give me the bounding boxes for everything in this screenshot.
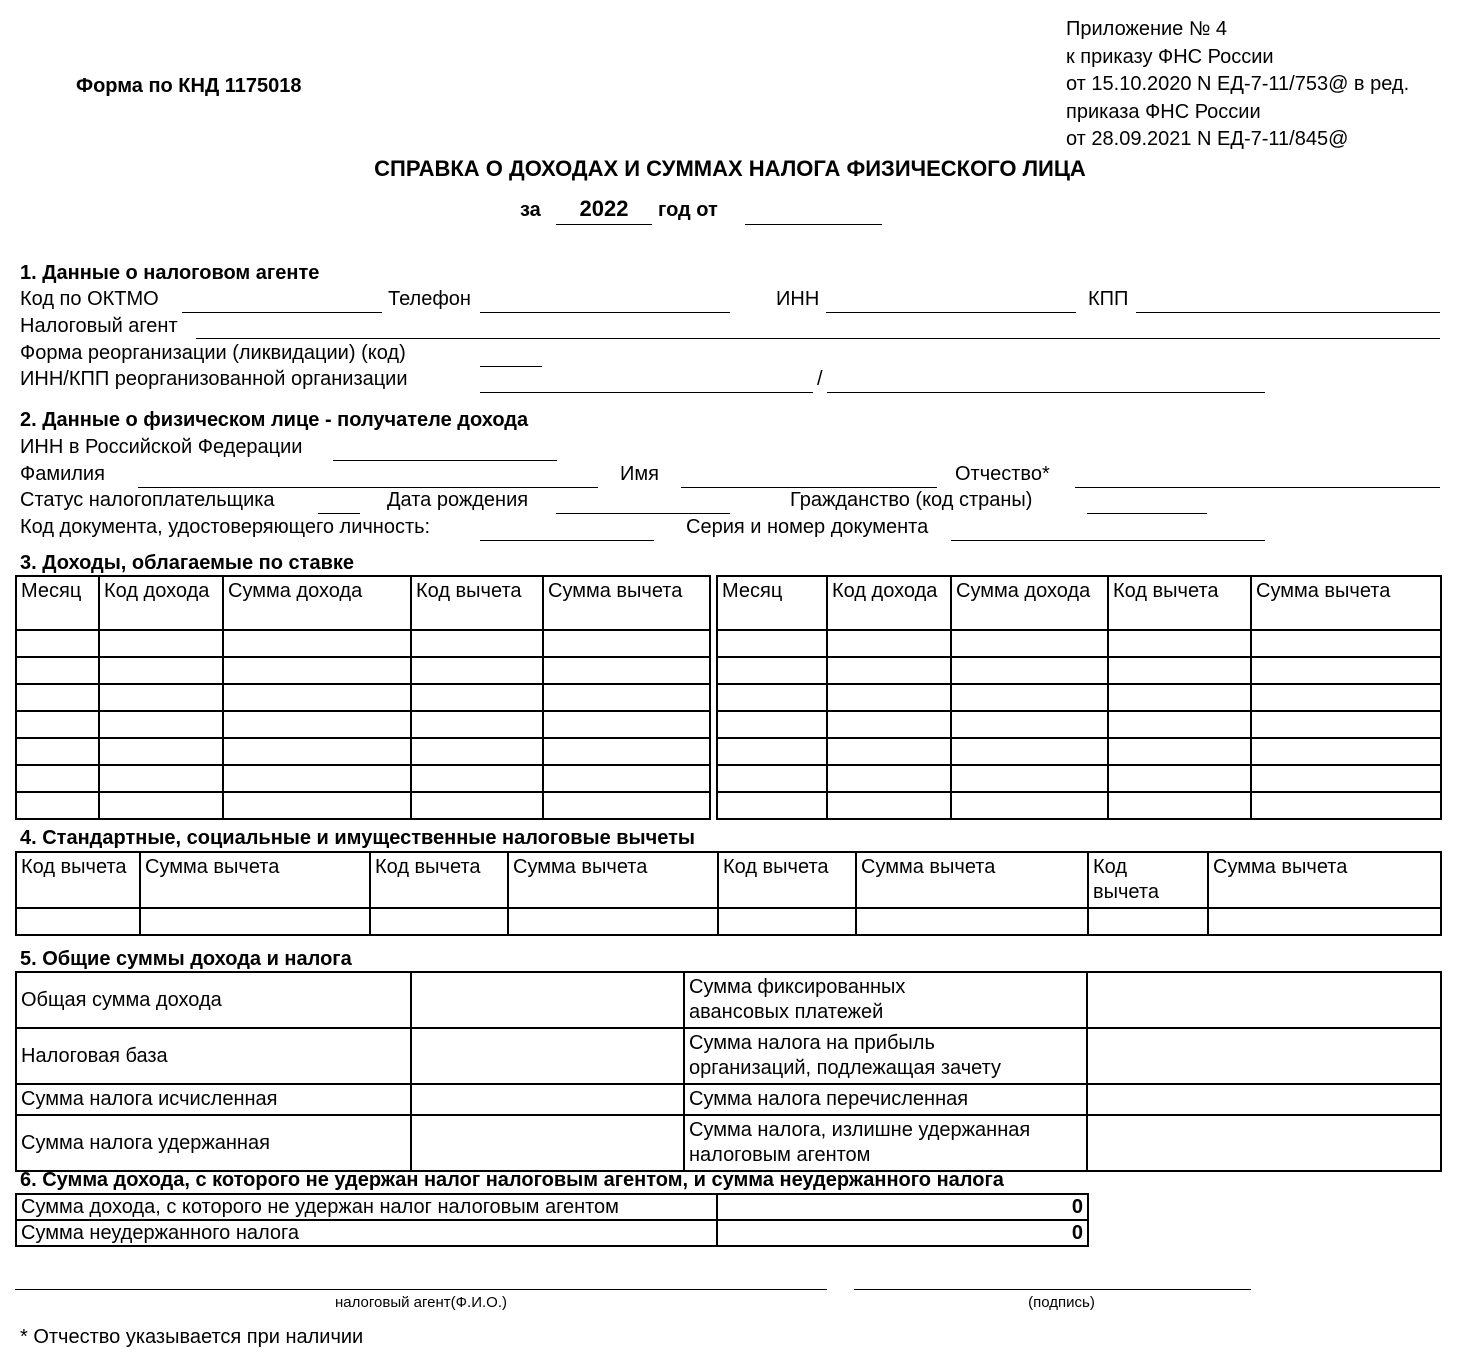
reorg-form-field[interactable]	[480, 366, 542, 367]
table-row	[717, 711, 1441, 738]
tax-base-value[interactable]	[411, 1028, 684, 1084]
label-line: налоговым агентом	[689, 1144, 871, 1166]
appendix-line: к приказу ФНС России	[1066, 45, 1274, 68]
table-row	[717, 792, 1441, 819]
doc-series-field[interactable]	[951, 540, 1265, 541]
section3-heading: 3. Доходы, облагаемые по ставке	[20, 552, 355, 574]
doc-series-label: Серия и номер документа	[686, 516, 929, 538]
col-header-income-sum: Сумма дохода	[951, 576, 1108, 630]
reorg-slash: /	[817, 368, 823, 390]
status-label: Статус налогоплательщика	[20, 489, 275, 511]
status-field[interactable]	[318, 513, 360, 514]
profit-tax-value[interactable]	[1087, 1028, 1441, 1084]
col-header-deduction-code: Код вычета	[1108, 576, 1251, 630]
col-header-deduction-sum: Сумма вычета	[1251, 576, 1441, 630]
tax-base-label: Налоговая база	[16, 1028, 411, 1084]
table-row	[16, 684, 710, 711]
citizenship-label: Гражданство (код страны)	[790, 489, 1033, 511]
income-table-right	[716, 575, 1442, 820]
col-header-deduction-code: Код вычета	[370, 852, 508, 908]
reorg-form-label: Форма реорганизации (ликвидации) (код)	[20, 342, 406, 364]
col-header-deduction-sum: Сумма вычета	[140, 852, 370, 908]
table-row	[16, 738, 710, 765]
tax-withheld-value[interactable]	[411, 1115, 684, 1171]
phone-label: Телефон	[388, 288, 471, 310]
col-header-deduction-sum: Сумма вычета	[856, 852, 1088, 908]
agent-name-field[interactable]	[196, 338, 1440, 339]
col-header-income-sum: Сумма дохода	[223, 576, 411, 630]
appendix-line: от 28.09.2021 N ЕД-7-11/845@	[1066, 128, 1349, 150]
tax-transferred-label: Сумма налога перечисленная	[684, 1084, 1087, 1115]
table-row	[16, 765, 710, 792]
inn-rf-label: ИНН в Российской Федерации	[20, 436, 303, 458]
patronymic-field[interactable]	[1075, 487, 1440, 488]
signature-line[interactable]	[854, 1289, 1251, 1290]
unwithheld-tax-label: Сумма неудержанного налога	[16, 1220, 717, 1246]
tax-calculated-label: Сумма налога исчисленная	[16, 1084, 411, 1115]
doc-code-field[interactable]	[480, 540, 654, 541]
section4-heading: 4. Стандартные, социальные и имущественные налоговые вычеты	[20, 827, 695, 849]
label-line: Сумма налога, излишне удержанная	[689, 1119, 1031, 1141]
period-prefix: за	[520, 199, 541, 221]
inn-rf-field[interactable]	[333, 460, 557, 461]
agent-name-label: Налоговый агент	[20, 315, 178, 337]
citizenship-field[interactable]	[1087, 513, 1207, 514]
year-field[interactable]: 2022	[579, 196, 629, 221]
date-field[interactable]	[745, 224, 882, 225]
oktmo-field[interactable]	[182, 312, 382, 313]
tax-excess-label	[684, 1115, 1087, 1171]
kpp-label: КПП	[1088, 288, 1129, 310]
col-header-income-code: Код дохода	[827, 576, 951, 630]
total-income-label: Общая сумма дохода	[16, 972, 411, 1028]
table-row	[16, 908, 1441, 935]
col-header-month: Месяц	[717, 576, 827, 630]
col-header-deduction-code: Код вычета	[411, 576, 543, 630]
col-header-month: Месяц	[16, 576, 99, 630]
section5-heading: 5. Общие суммы дохода и налога	[20, 948, 352, 970]
surname-label: Фамилия	[20, 463, 105, 485]
section6-heading: 6. Сумма дохода, с которого не удержан налог налоговым агентом, и сумма неудержанного налога	[20, 1169, 1004, 1191]
table-row	[717, 738, 1441, 765]
tax-transferred-value[interactable]	[1087, 1084, 1441, 1115]
unwithheld-income-label: Сумма дохода, с которого не удержан налог налоговым агентом	[16, 1194, 717, 1220]
agent-inn-label: ИНН	[776, 288, 820, 310]
unwithheld-tax-value[interactable]: 0	[717, 1220, 1088, 1246]
col-header-deduction-code-wrapped	[1088, 852, 1208, 908]
table-row	[16, 792, 710, 819]
table-row	[16, 657, 710, 684]
table-row	[717, 657, 1441, 684]
table-row	[16, 630, 710, 657]
appendix-line: от 15.10.2020 N ЕД-7-11/753@ в ред.	[1066, 73, 1410, 95]
reorg-inn-field[interactable]	[480, 392, 813, 393]
section1-heading: 1. Данные о налоговом агенте	[20, 262, 320, 284]
label-line: организаций, подлежащая зачету	[689, 1057, 1001, 1079]
total-income-value[interactable]	[411, 972, 684, 1028]
col-header-deduction-sum: Сумма вычета	[543, 576, 710, 630]
agent-name-caption: налоговый агент(Ф.И.О.)	[335, 1294, 507, 1311]
totals-table	[15, 971, 1442, 1172]
birth-date-field[interactable]	[556, 513, 730, 514]
first-name-label: Имя	[620, 463, 659, 485]
table-row	[16, 711, 710, 738]
doc-code-label: Код документа, удостоверяющего личность:	[20, 516, 431, 538]
appendix-reference	[1066, 16, 1409, 154]
patronymic-label: Отчество*	[955, 463, 1050, 485]
col-header-deduction-sum: Сумма вычета	[508, 852, 718, 908]
signature-caption: (подпись)	[1028, 1294, 1095, 1311]
col-header-deduction-code: Код вычета	[718, 852, 856, 908]
label-line: Сумма фиксированных	[689, 976, 906, 998]
tax-calculated-value[interactable]	[411, 1084, 684, 1115]
reorg-inn-label: ИНН/КПП реорганизованной организации	[20, 368, 408, 390]
phone-field[interactable]	[480, 312, 730, 313]
header-line: вычета	[1093, 881, 1159, 903]
header-line: Код	[1093, 856, 1128, 878]
profit-tax-label	[684, 1028, 1087, 1084]
agent-inn-field[interactable]	[826, 312, 1076, 313]
birth-date-label: Дата рождения	[387, 489, 529, 511]
document-title: СПРАВКА О ДОХОДАХ И СУММАХ НАЛОГА ФИЗИЧЕСКОГО ЛИЦА	[374, 156, 1086, 181]
reorg-kpp-field[interactable]	[827, 392, 1265, 393]
label-line: авансовых платежей	[689, 1001, 884, 1023]
label-line: Сумма налога на прибыль	[689, 1032, 935, 1054]
fixed-advance-value[interactable]	[1087, 972, 1441, 1028]
section2-heading: 2. Данные о физическом лице - получателе дохода	[20, 409, 529, 431]
fixed-advance-label	[684, 972, 1087, 1028]
appendix-line: приказа ФНС России	[1066, 100, 1261, 123]
year-field-line	[556, 224, 652, 225]
appendix-line: Приложение № 4	[1066, 18, 1227, 40]
period-suffix: год от	[658, 199, 718, 221]
table-row	[717, 630, 1441, 657]
col-header-income-code: Код дохода	[99, 576, 223, 630]
unwithheld-table	[15, 1193, 1089, 1247]
income-table-left	[15, 575, 711, 820]
footnote: * Отчество указывается при наличии	[20, 1326, 364, 1348]
col-header-deduction-code: Код вычета	[16, 852, 140, 908]
unwithheld-income-value[interactable]: 0	[717, 1194, 1088, 1220]
oktmo-label: Код по ОКТМО	[20, 288, 159, 310]
table-row	[717, 684, 1441, 711]
form-code: Форма по КНД 1175018	[76, 75, 302, 97]
kpp-field[interactable]	[1136, 312, 1440, 313]
tax-excess-value[interactable]	[1087, 1115, 1441, 1171]
col-header-deduction-sum: Сумма вычета	[1208, 852, 1441, 908]
tax-withheld-label: Сумма налога удержанная	[16, 1115, 411, 1171]
deductions-table	[15, 851, 1442, 936]
agent-name-signature-line[interactable]	[15, 1289, 827, 1290]
table-row	[717, 765, 1441, 792]
